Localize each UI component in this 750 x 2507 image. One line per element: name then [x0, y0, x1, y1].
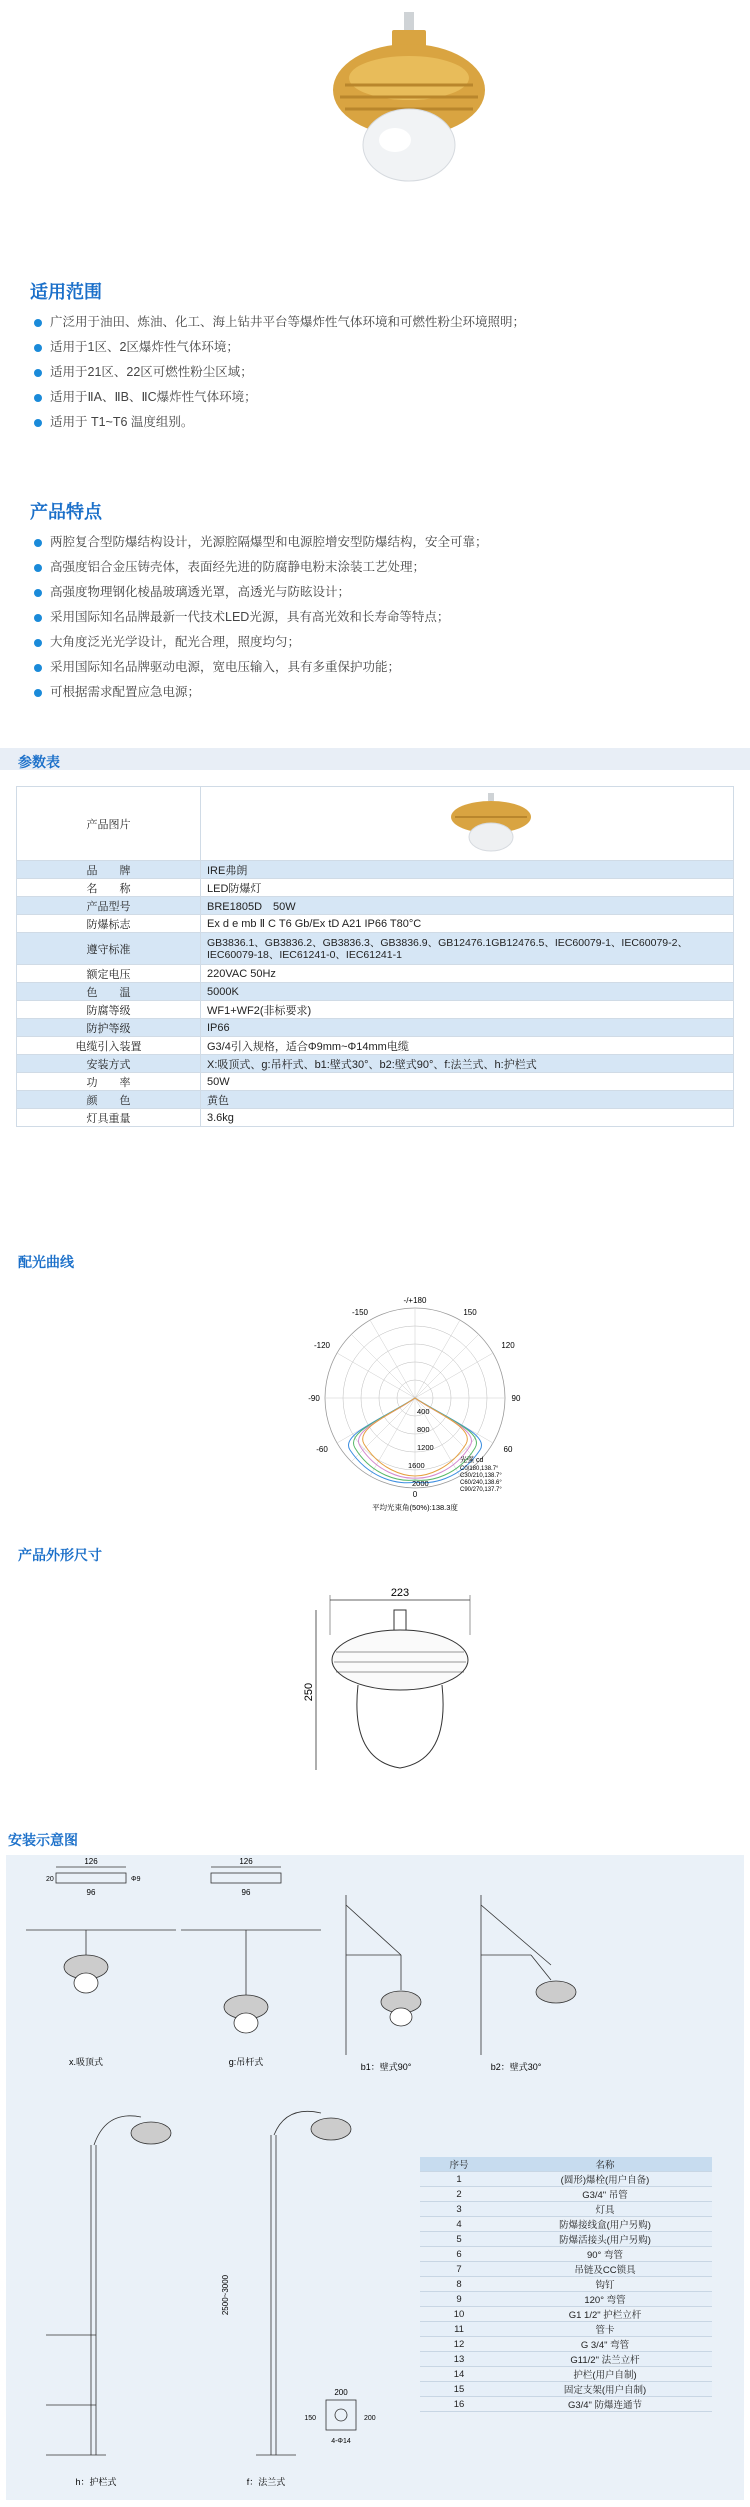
dim-hole: Φ9 [131, 1876, 141, 1883]
radius-label: 1600 [408, 1461, 425, 1470]
param-value: WF1+WF2(非标要求) [201, 1001, 734, 1019]
height-label: 250 [303, 1682, 315, 1702]
dim-side: 20 [46, 1876, 54, 1883]
beam-angle-note: 平均光束角(50%):138.3度 [372, 1503, 458, 1512]
param-value: 5000K [201, 983, 734, 1001]
param-key: 安装方式 [17, 1055, 201, 1073]
radius-label: 2000 [412, 1479, 429, 1488]
table-row [17, 861, 734, 879]
width-label: 223 [390, 1587, 410, 1599]
product-hero-image [0, 0, 750, 245]
param-key: 名 称 [17, 879, 201, 897]
angle-label: -90 [308, 1394, 320, 1403]
table-row: 8 钩钉 [420, 2277, 712, 2292]
dim-top: 126 [239, 1857, 253, 1866]
angle-label: -60 [316, 1445, 328, 1454]
radius-label: 1200 [417, 1443, 434, 1452]
height-range: 2500~3000 [221, 2274, 230, 2316]
table-row [17, 983, 734, 1001]
table-row: 3 灯具 [420, 2202, 712, 2217]
list-item: 高强度物理钢化棱晶玻璃透光罩，高透光与防眩设计； [30, 580, 488, 605]
param-value: LED防爆灯 [201, 879, 734, 897]
table-row [17, 915, 734, 933]
param-value: BRE1805D 50W [201, 897, 734, 915]
params-title: 参数表 [18, 754, 60, 770]
table-row: 9 120° 弯管 [420, 2292, 712, 2307]
table-row [17, 879, 734, 897]
table-row: 16 G3/4" 防爆连通节 [420, 2397, 712, 2412]
table-row: 10 G1 1/2" 护栏立杆 [420, 2307, 712, 2322]
application-title: 适用范围 [30, 282, 102, 302]
curve-title: 配光曲线 [18, 1254, 74, 1270]
list-item: 采用国际知名品牌驱动电源，宽电压输入，具有多重保护功能； [30, 655, 488, 680]
caption-b2: b2：壁式30° [490, 2062, 542, 2072]
param-key: 遵守标准 [17, 933, 201, 965]
param-key: 功 率 [17, 1073, 201, 1091]
table-header [420, 2157, 712, 2172]
param-value: 黄色 [201, 1091, 734, 1109]
col-no: 序号 [420, 2157, 498, 2172]
table-row: 13 G11/2" 法兰立杆 [420, 2352, 712, 2367]
table-row [17, 965, 734, 983]
radius-label: 400 [417, 1407, 430, 1416]
dim-bottom: 96 [86, 1888, 96, 1897]
col-name: 名称 [498, 2157, 712, 2172]
table-row: 14 护栏(用户自制) [420, 2367, 712, 2382]
table-row: 4 防爆接线盒(用户另购) [420, 2217, 712, 2232]
table-row: 5 防爆活接头(用户另购) [420, 2232, 712, 2247]
param-key: 色 温 [17, 983, 201, 1001]
list-item: 适用于1区、2区爆炸性气体环境； [30, 335, 525, 360]
flange-side: 200 [364, 2415, 376, 2422]
dim-top: 126 [84, 1857, 98, 1866]
table-row [17, 1019, 734, 1037]
flange-width: 200 [334, 2388, 348, 2397]
legend-item-c90: C90/270,137.7° [460, 1487, 502, 1493]
param-value: GB3836.1、GB3836.2、GB3836.3、GB3836.9、GB12476.1GB12476.5、IEC60079-1、IEC60079-2、IEC60079-18、IEC61241-0、IEC61241-1 [201, 933, 734, 965]
caption-f: f：法兰式 [246, 2477, 286, 2487]
product-thumbnail [207, 787, 727, 857]
params-table [16, 786, 734, 1127]
list-item: 适用于 T1~T6 温度组别。 [30, 410, 525, 435]
legend-item-c0: C0/180,138.7° [460, 1466, 499, 1472]
list-item: 适用于21区、22区可燃性粉尘区域； [30, 360, 525, 385]
caption-b1: b1：壁式90° [360, 2062, 412, 2072]
angle-label: 120 [501, 1341, 515, 1350]
list-item: 适用于ⅡA、ⅡB、ⅡC爆炸性气体环境； [30, 385, 525, 410]
param-key: 颜 色 [17, 1091, 201, 1109]
param-key: 防腐等级 [17, 1001, 201, 1019]
params-title-bar [0, 748, 750, 770]
param-key: 防护等级 [17, 1019, 201, 1037]
table-row: 1 (圆形)爆栓(用户自备) [420, 2172, 712, 2187]
caption-h: h：护栏式 [75, 2477, 117, 2487]
angle-label: 90 [511, 1394, 521, 1403]
angle-label: 0 [412, 1490, 418, 1499]
angle-label: -150 [351, 1308, 369, 1317]
table-row [17, 1001, 734, 1019]
param-key: 额定电压 [17, 965, 201, 983]
features-title: 产品特点 [30, 502, 102, 522]
param-value: X:吸顶式、g:吊杆式、b1:壁式30°、b2:壁式90°、f:法兰式、h:护栏式 [201, 1055, 734, 1073]
legend-title: 光强 cd [460, 1457, 484, 1464]
caption-x: x.吸顶式 [68, 2057, 104, 2067]
table-row: 11 管卡 [420, 2322, 712, 2337]
list-item: 可根据需求配置应急电源； [30, 680, 488, 705]
legend-item-c60: C60/240,138.6° [460, 1480, 502, 1486]
table-row [17, 1109, 734, 1127]
list-item: 高强度铝合金压铸壳体，表面经先进的防腐静电粉末涂装工艺处理； [30, 555, 488, 580]
param-key: 产品图片 [17, 787, 201, 861]
param-value: 50W [201, 1073, 734, 1091]
dimensions-title: 产品外形尺寸 [18, 1547, 102, 1563]
param-key: 电缆引入装置 [17, 1037, 201, 1055]
table-row [17, 787, 734, 861]
param-value: Ex d e mb Ⅱ C T6 Gb/Ex tD A21 IP66 T80°C [201, 915, 734, 933]
legend-item-c30: C30/210,138.7° [460, 1473, 502, 1479]
list-item: 采用国际知名品牌最新一代技术LED光源，具有高光效和长寿命等特点； [30, 605, 488, 630]
table-row [17, 1037, 734, 1055]
dimension-drawing [300, 1580, 500, 1780]
install-title: 安装示意图 [8, 1832, 78, 1848]
list-item: 广泛用于油田、炼油、化工、海上钻井平台等爆炸性气体环境和可燃性粉尘环境照明； [30, 310, 525, 335]
param-value: 3.6kg [201, 1109, 734, 1127]
angle-label: 60 [503, 1445, 513, 1454]
polar-curve-chart [300, 1290, 560, 1520]
list-item: 两腔复合型防爆结构设计，光源腔隔爆型和电源腔增安型防爆结构，安全可靠； [30, 530, 488, 555]
table-row [17, 1055, 734, 1073]
install-legend-table [420, 2157, 712, 2412]
table-row [17, 1091, 734, 1109]
param-key: 产品型号 [17, 897, 201, 915]
flange-holes: 4-Φ14 [331, 2438, 351, 2445]
table-row: 12 G 3/4" 弯管 [420, 2337, 712, 2352]
table-row [17, 933, 734, 965]
table-row [17, 1073, 734, 1091]
angle-label: -/+180 [403, 1296, 427, 1305]
angle-label: -120 [313, 1341, 331, 1350]
param-key: 灯具重量 [17, 1109, 201, 1127]
table-row: 15 固定支架(用户自制) [420, 2382, 712, 2397]
table-row [17, 897, 734, 915]
param-value: G3/4引入规格，适合Φ9mm~Φ14mm电缆 [201, 1037, 734, 1055]
param-key: 品 牌 [17, 861, 201, 879]
radius-label: 800 [417, 1425, 430, 1434]
angle-label: 150 [463, 1308, 477, 1317]
caption-g: g:吊杆式 [228, 2057, 264, 2067]
param-value: IRE弗朗 [201, 861, 734, 879]
dim-bottom: 96 [241, 1888, 251, 1897]
table-row: 6 90° 弯管 [420, 2247, 712, 2262]
param-value: 220VAC 50Hz [201, 965, 734, 983]
param-key: 防爆标志 [17, 915, 201, 933]
table-row: 2 G3/4" 吊管 [420, 2187, 712, 2202]
flange-height: 150 [304, 2415, 316, 2422]
features-list [30, 530, 488, 705]
list-item: 大角度泛光光学设计，配光合理，照度均匀； [30, 630, 488, 655]
table-row: 7 吊链及CC锁具 [420, 2262, 712, 2277]
param-value: IP66 [201, 1019, 734, 1037]
application-list [30, 310, 525, 435]
